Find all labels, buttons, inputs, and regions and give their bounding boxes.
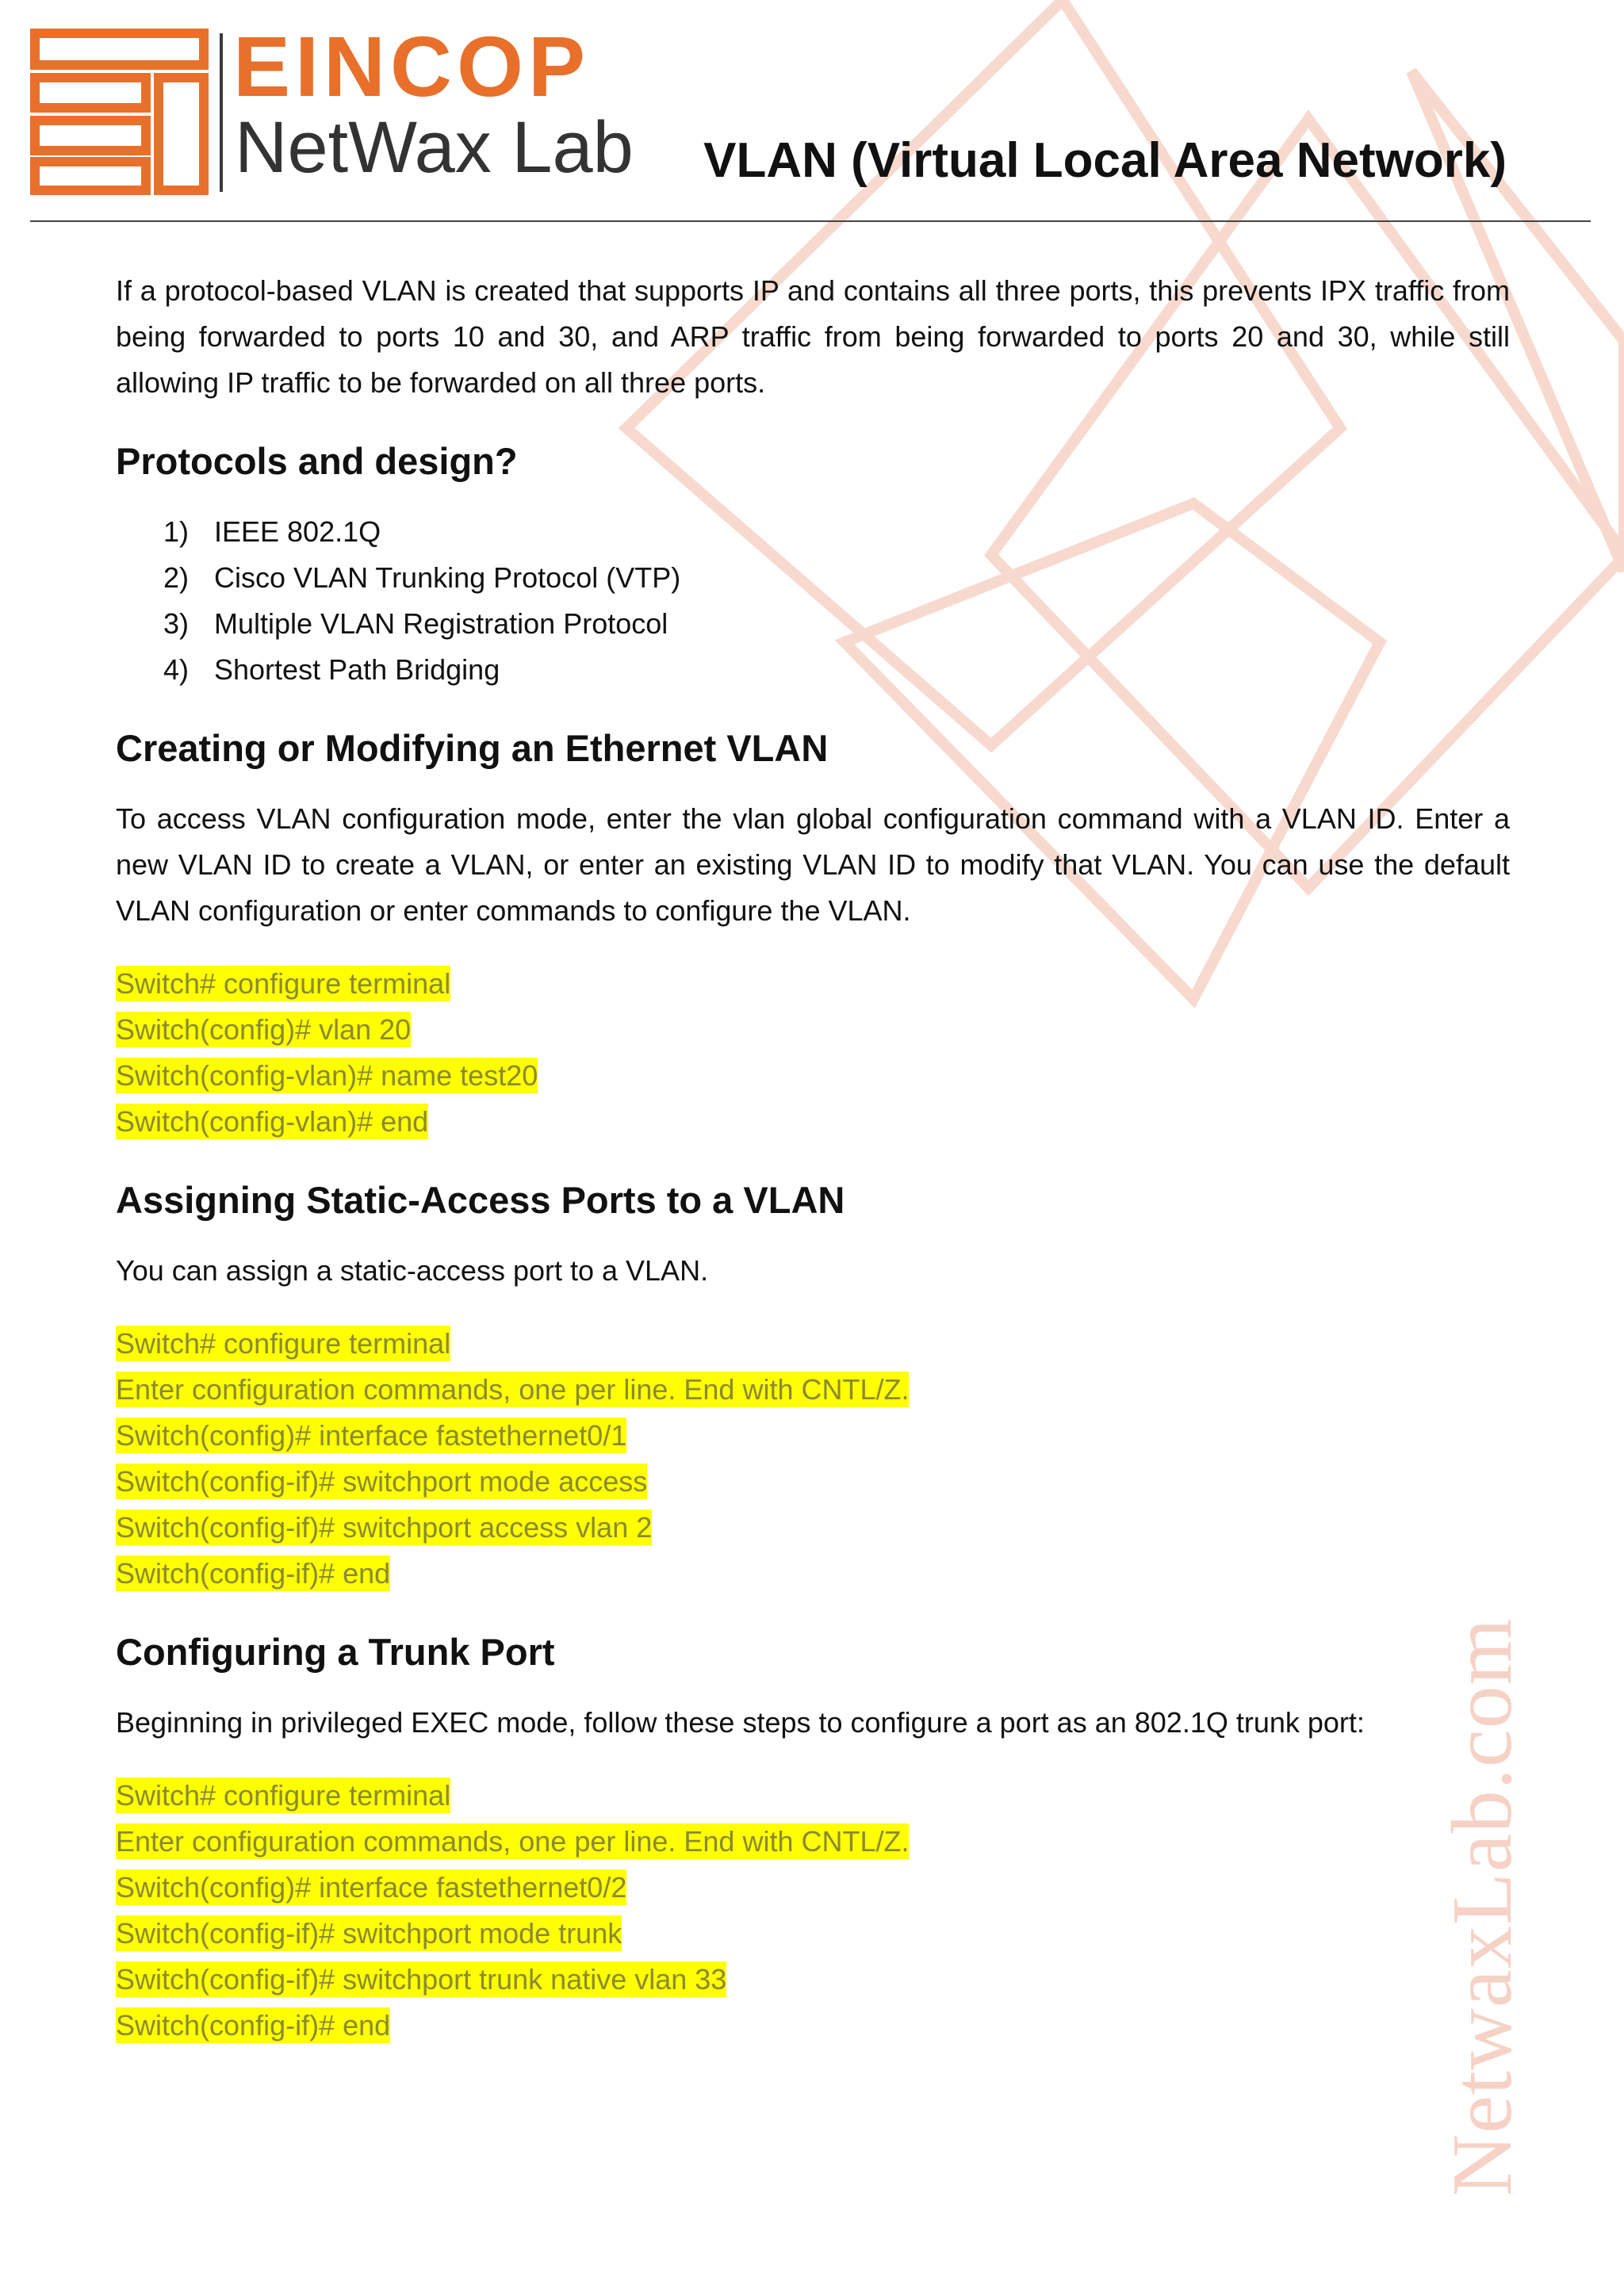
eincop-logo-icon (30, 29, 209, 195)
list-item (116, 555, 1510, 601)
code-line (116, 1865, 1510, 1911)
code-text: Switch(config-if)# end (116, 1557, 391, 1590)
code-text: Switch(config-vlan)# end (116, 1105, 429, 1138)
intro-paragraph: If a protocol-based VLAN is created that supports IP and contains all three ports, this prevents IPX traffic from being forwarded to ports 10 and 30, and ARP traffic from being forwarded to ports 20 and 30, while still allowing IP traffic to be forwarded on all three ports. (116, 274, 1510, 399)
logo-divider (220, 33, 223, 192)
code-text: Switch(config)# vlan 20 (116, 1013, 412, 1046)
creating-vlan-paragraph: To access VLAN configuration mode, enter the vlan global configuration command with a VLAN ID. Enter a new VLAN ID to create a VLAN, or enter an existing VLAN ID to modify that VLAN. You can use the default VLAN configuration or enter commands to configure the VLAN. (116, 802, 1510, 927)
code-text: Enter configuration commands, one per line. End with CNTL/Z. (116, 1825, 910, 1858)
code-line (116, 1773, 1510, 1819)
code-text: Switch(config-if)# switchport trunk native vlan 33 (116, 1963, 727, 1996)
brand-name-eincop: EINCOP (233, 18, 591, 114)
code-line (116, 1551, 1510, 1597)
trunk-port-code-block (116, 1773, 1510, 2049)
code-line (116, 1053, 1510, 1099)
creating-vlan-code-block (116, 961, 1510, 1145)
code-line (116, 1099, 1510, 1145)
code-line (116, 1911, 1510, 1957)
list-item-text: Multiple VLAN Registration Protocol (214, 607, 668, 640)
code-line (116, 1321, 1510, 1367)
list-number: 2) (163, 561, 190, 594)
assigning-ports-code-block (116, 1321, 1510, 1597)
code-text: Switch(config-if)# switchport mode trunk (116, 1917, 622, 1950)
header-divider (30, 220, 1591, 222)
list-item-text: Shortest Path Bridging (214, 653, 500, 686)
code-text: Switch# configure terminal (116, 967, 451, 1000)
code-text: Switch# configure terminal (116, 1327, 451, 1360)
code-line (116, 1957, 1510, 2003)
code-line (116, 1007, 1510, 1053)
list-item-text: IEEE 802.1Q (214, 515, 381, 548)
code-text: Switch(config-if)# switchport access vlan 2 (116, 1511, 653, 1544)
list-number: 4) (163, 653, 190, 686)
list-item-text: Cisco VLAN Trunking Protocol (VTP) (214, 561, 681, 594)
heading-creating-vlan: Creating or Modifying an Ethernet VLAN (116, 727, 829, 769)
side-watermark-label: NetwaxLab.com (1435, 1617, 1530, 2196)
brand-name-netwax-lab: NetWax Lab (235, 107, 634, 188)
protocols-list (116, 509, 1510, 693)
code-text: Switch(config-vlan)# name test20 (116, 1059, 538, 1092)
heading-trunk-port: Configuring a Trunk Port (116, 1631, 555, 1673)
list-item (116, 647, 1510, 693)
code-line (116, 1819, 1510, 1865)
page-title: VLAN (Virtual Local Area Network) (703, 133, 1507, 188)
trunk-port-paragraph: Beginning in privileged EXEC mode, follow these steps to configure a port as an 802.1Q trunk port: (116, 1706, 1365, 1739)
list-item (116, 601, 1510, 647)
code-text: Switch(config-if)# switchport mode access (116, 1465, 648, 1498)
code-line (116, 1459, 1510, 1505)
code-line (116, 1505, 1510, 1551)
heading-assigning-ports: Assigning Static-Access Ports to a VLAN (116, 1179, 845, 1221)
code-text: Switch(config)# interface fastethernet0/1 (116, 1419, 627, 1452)
code-text: Switch# configure terminal (116, 1779, 451, 1812)
code-line (116, 1413, 1510, 1459)
document-body (116, 268, 1510, 2049)
code-line (116, 961, 1510, 1007)
list-number: 3) (163, 607, 190, 640)
code-text: Switch(config)# interface fastethernet0/2 (116, 1871, 627, 1904)
code-line (116, 2003, 1510, 2049)
list-item (116, 509, 1510, 555)
assigning-ports-paragraph: You can assign a static-access port to a VLAN. (116, 1254, 709, 1287)
code-text: Enter configuration commands, one per line. End with CNTL/Z. (116, 1373, 910, 1406)
code-text: Switch(config-if)# end (116, 2009, 391, 2042)
list-number: 1) (163, 515, 190, 548)
code-line (116, 1367, 1510, 1413)
heading-protocols: Protocols and design? (116, 440, 518, 482)
